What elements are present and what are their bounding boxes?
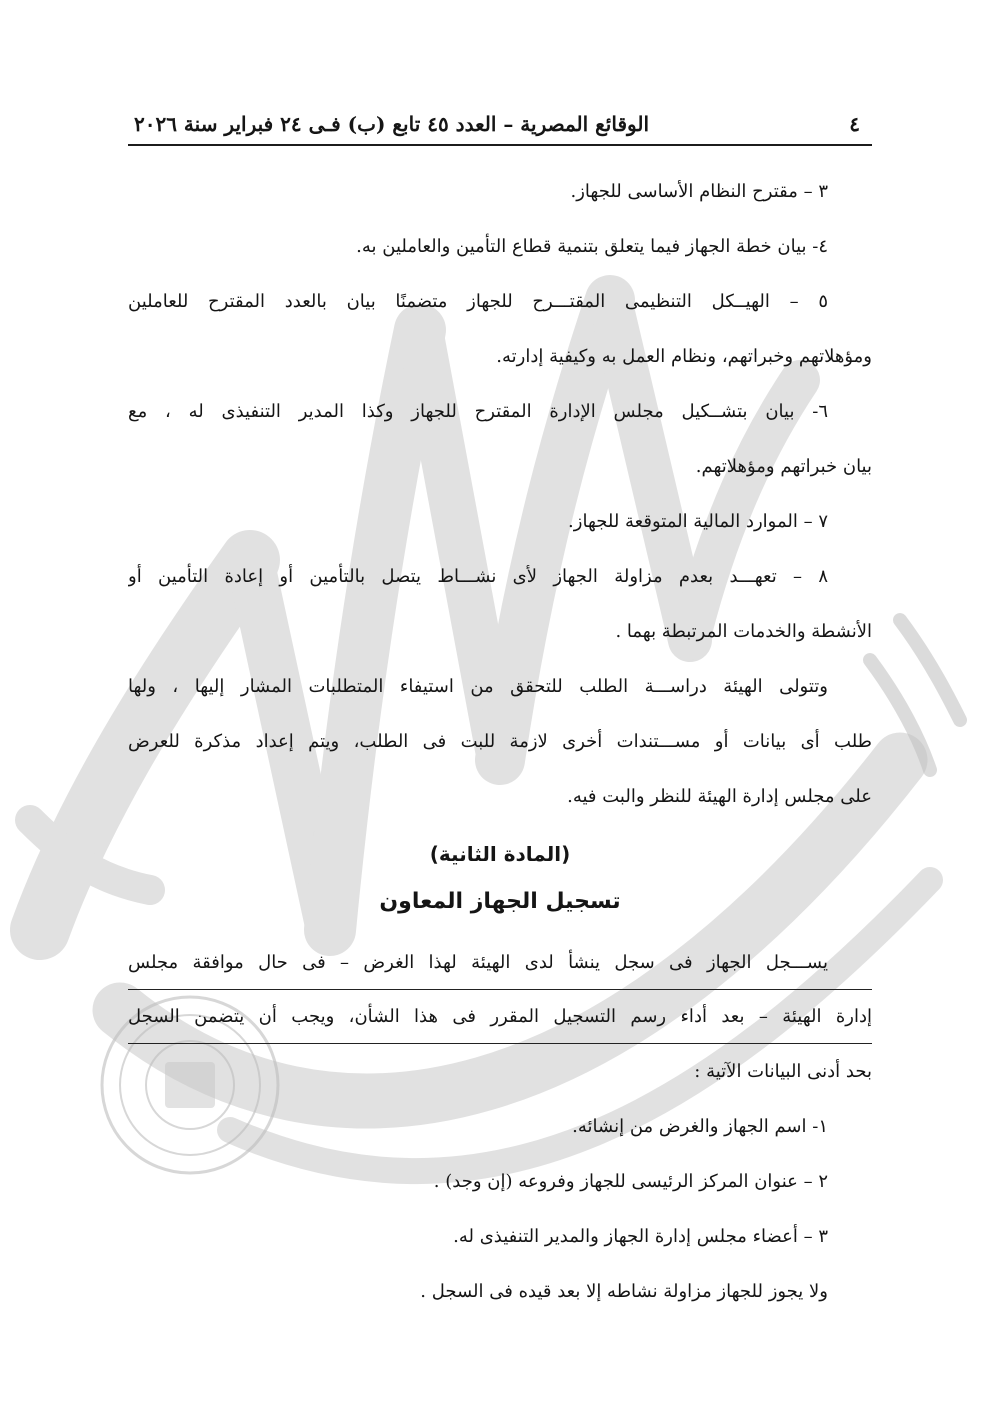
list-item: ١- اسم الجهاز والغرض من إنشائه. xyxy=(572,1116,828,1137)
list-item: ٧ – الموارد المالية المتوقعة للجهاز. xyxy=(568,511,828,532)
paragraph-line: وتتولى الهيئة دراســـة الطلب للتحقق من استيفاء المتطلبات المشار إليها ، ولها xyxy=(128,676,828,697)
paragraph-line: على مجلس إدارة الهيئة للنظر والبت فيه. xyxy=(567,786,872,807)
list-item: ٨ – تعهـــد بعدم مزاولة الجهاز لأى نشـــاط يتصل بالتأمين أو إعادة التأمين أو xyxy=(128,566,828,587)
list-item: ٢ – عنوان المركز الرئيسى للجهاز وفروعه (إن وجد) . xyxy=(433,1171,828,1192)
list-item-continuation: الأنشطة والخدمات المرتبطة بهما . xyxy=(615,621,872,642)
list-item: ٤- بيان خطة الجهاز فيما يتعلق بتنمية قطاع التأمين والعاملين به. xyxy=(356,236,828,257)
list-item-continuation: بيان خبراتهم ومؤهلاتهم. xyxy=(695,456,872,477)
page-header xyxy=(128,112,872,146)
page-number: ٤ xyxy=(849,112,860,136)
article-title: تسجيل الجهاز المعاون xyxy=(379,889,621,914)
list-item-continuation: ومؤهلاتهم وخبراتهم، ونظام العمل به وكيفية إدارته. xyxy=(496,346,872,367)
list-item: ٣ – أعضاء مجلس إدارة الجهاز والمدير التنفيذى له. xyxy=(453,1226,828,1247)
paragraph-line: طلب أى بيانات أو مســـتندات أخرى لازمة للبت فى الطلب، ويتم إعداد مذكرة للعرض xyxy=(128,731,872,752)
paragraph-line: إدارة الهيئة – بعد أداء رسم التسجيل المقرر فى هذا الشأن، ويجب أن يتضمن السجل xyxy=(128,990,872,1044)
paragraph-line: يســـجل الجهاز فى سجل ينشأ لدى الهيئة لهذا الغرض – فى حال موافقة مجلس xyxy=(128,936,872,990)
closing-paragraph: ولا يجوز للجهاز مزاولة نشاطه إلا بعد قيده فى السجل . xyxy=(420,1281,828,1302)
list-item: ٣ – مقترح النظام الأساسى للجهاز. xyxy=(570,181,828,202)
document-page xyxy=(128,112,872,1319)
article-heading: (المادة الثانية) xyxy=(429,842,571,866)
list-item: ٦- بيان بتشــكيل مجلس الإدارة المقترح للجهاز وكذا المدير التنفيذى له ، مع xyxy=(128,401,828,422)
publication-title: الوقائع المصرية – العدد ٤٥ تابع (ب) فـى ٢٤ فبراير سنة ٢٠٢٦ xyxy=(134,112,650,136)
list-item: ٥ – الهيــكل التنظيمى المقتـــرح للجهاز متضمنًا بيان بالعدد المقترح للعاملين xyxy=(128,291,828,312)
page-content xyxy=(128,164,872,1319)
paragraph-line: بحد أدنى البيانات الآتية : xyxy=(694,1061,872,1082)
